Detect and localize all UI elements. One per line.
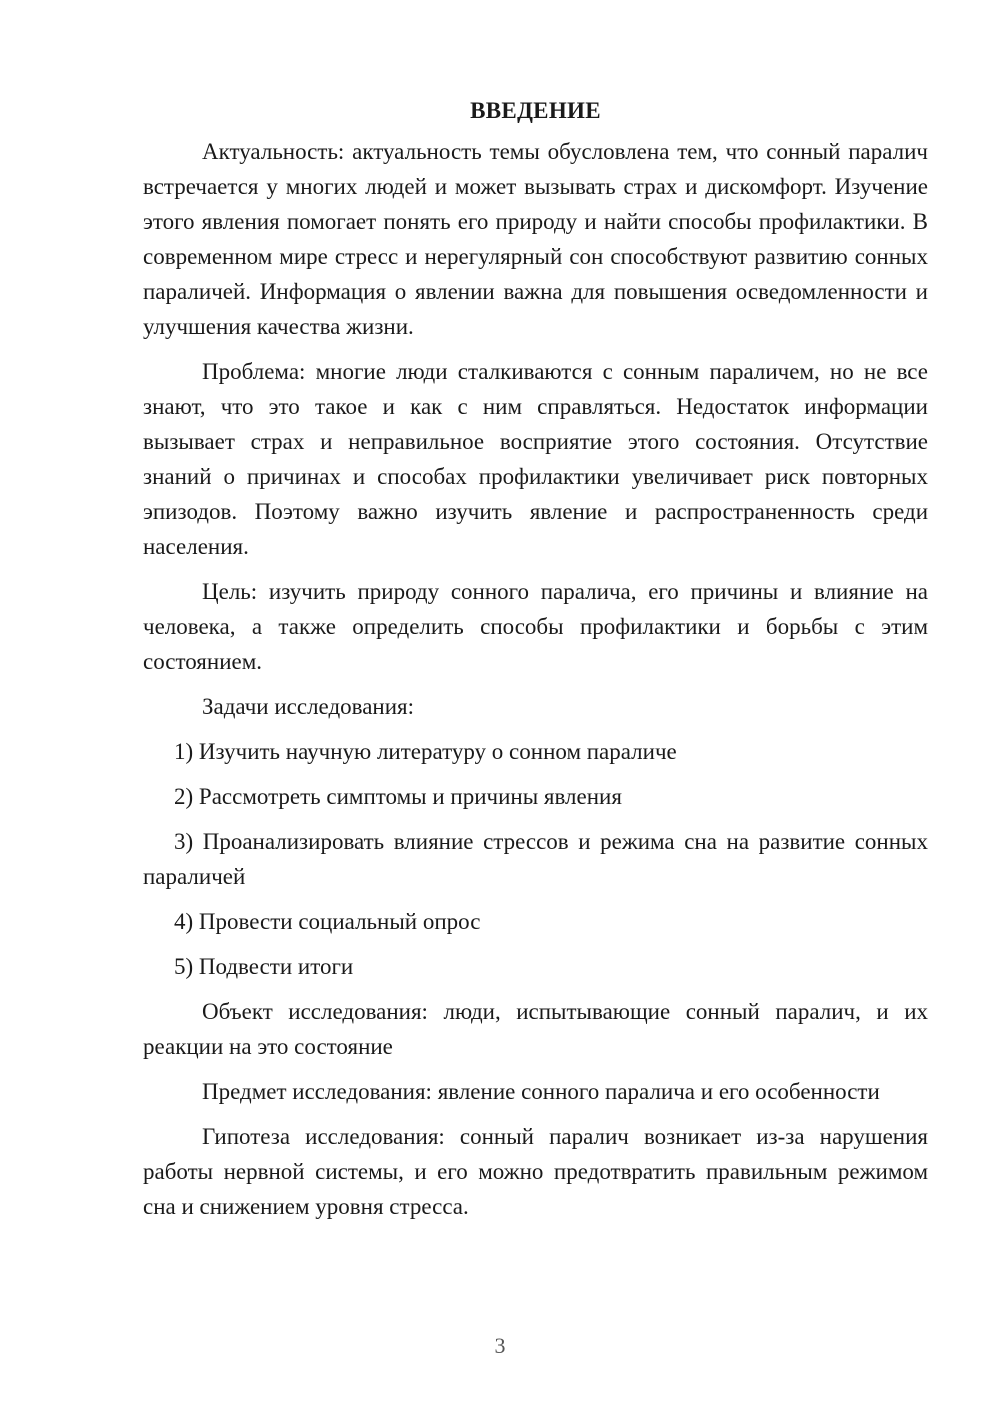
object-paragraph: Объект исследования: люди, испытывающие сонный паралич, и их реакции на это состояние <box>143 999 928 1059</box>
task-item-5: 5) Подвести итоги <box>174 954 354 979</box>
page-number: 3 <box>494 1333 506 1358</box>
tasks-heading: Задачи исследования: <box>202 694 415 719</box>
task-item-1: 1) Изучить научную литературу о сонном параличе <box>174 739 677 764</box>
relevance-paragraph: Актуальность: актуальность темы обусловлена тем, что сонный паралич встречается у многих людей и может вызывать страх и дискомфорт. Изучение этого явления помогает понять его природу и найти способы профилактики. В современном мире стресс и нерегулярный сон способствуют развитию сонных параличей. Информация о явлении важна для повышения осведомленности и улучшения качества жизни. <box>143 139 928 339</box>
task-item-4: 4) Провести социальный опрос <box>174 909 481 934</box>
section-title: ВВЕДЕНИЕ <box>470 98 601 123</box>
task-item-2: 2) Рассмотреть симптомы и причины явления <box>174 784 622 809</box>
subject-paragraph: Предмет исследования: явление сонного паралича и его особенности <box>202 1079 880 1104</box>
problem-paragraph: Проблема: многие люди сталкиваются с сонным параличем, но не все знают, что это такое и как с ним справляться. Недостаток информации вызывает страх и неправильное восприятие этого состояния. Отсутствие знаний о причинах и способах профилактики увеличивает риск повторных эпизодов. Поэтому важно изучить явление и распространенность среди населения. <box>143 359 928 559</box>
hypothesis-paragraph: Гипотеза исследования: сонный паралич возникает из-за нарушения работы нервной системы, и его можно предотвратить правильным режимом сна и снижением уровня стресса. <box>143 1124 928 1219</box>
task-item-3: 3) Проанализировать влияние стрессов и режима сна на развитие сонных параличей <box>143 829 928 889</box>
goal-paragraph: Цель: изучить природу сонного паралича, его причины и влияние на человека, а также определить способы профилактики и борьбы с этим состоянием. <box>143 579 928 674</box>
document-body <box>143 93 928 1234</box>
